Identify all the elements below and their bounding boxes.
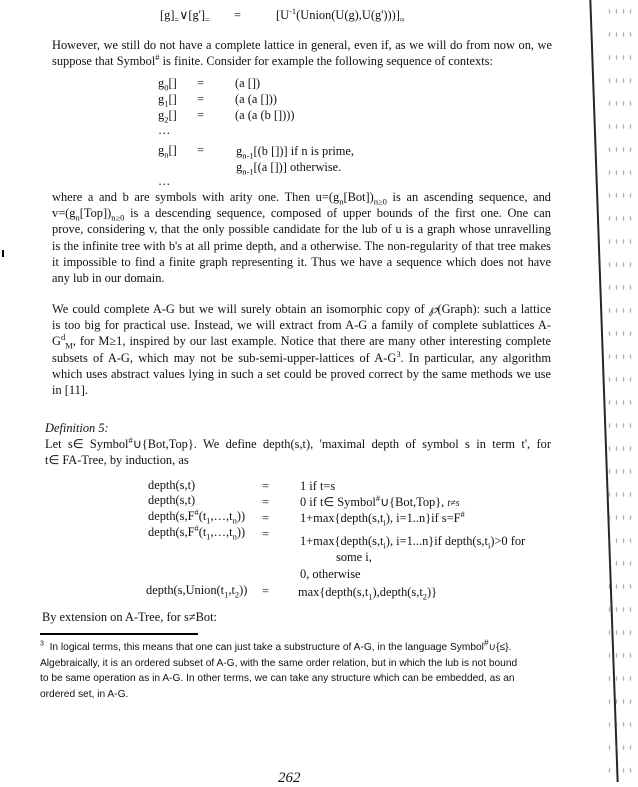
text-line: Algebraically, it is an ordered subset of A-G, with the same order relation, but in which the lub is not bound: [40, 657, 518, 669]
header-formula-eq: =: [234, 8, 241, 22]
page-number: 262: [278, 770, 301, 786]
seq-rhs: (a (a (b []))): [235, 108, 295, 122]
text-line: t∈ FA-Tree, by induction, as: [45, 453, 189, 468]
text-line: $^3$ In logical terms, this means that one can just take a substructure of A-G, in the language Symbol#∪{≤}.: [40, 637, 512, 653]
seq-ellipsis: …: [158, 123, 171, 137]
rule-lhs: $depth(s,F^{\#}(t_1,\dots,t_n))$: [148, 506, 246, 526]
seq-rhs: (a (a [])): [235, 92, 277, 106]
seq-eq: =: [197, 92, 204, 106]
scan-noise: [606, 0, 636, 782]
rule-lhs: $depth(s,Union(t_1,t_2))$: [146, 583, 248, 600]
seq-lhs: $g_0[]$: [158, 76, 177, 93]
seq-case-prime: $g_{n-1}[(b$ [])] if n is prime,: [236, 144, 355, 161]
definition-title: Definition 5:: [45, 421, 109, 435]
rule-lhs: $depth(s,F^{\#}(t_1,\dots,t_n))$: [148, 522, 246, 542]
intro-paragraph: [52, 37, 552, 69]
text-line: is the infinite tree with b's at all prime depth, and a otherwise. The non-regularity of that tree makes: [52, 238, 551, 253]
rule-lhs: depth(s,t): [148, 478, 196, 492]
text-line: However, we still do not have a complete lattice in general, even if, as we will do from now on, we: [52, 38, 552, 52]
seq-rhs: (a []): [235, 76, 261, 90]
text-line: prove, considering v, that the only possible candidate for the lub of u is a graph whose unravelling: [52, 222, 551, 237]
seq-eq: =: [197, 108, 204, 122]
text-line: Let s∈ Symbol#∪{Bot,Top}. We define depth(s,t), 'maximal depth of symbol s in term t', for: [45, 434, 551, 451]
footnote-rule: [40, 633, 198, 635]
rule-rhs: 0 if t∈ Symbol#∪{Bot,Top}, t≠s: [300, 492, 460, 509]
text-line: subsets of A-G, which may not be sub-semi-upper-lattices of $A-G^3$. In particular, any algorithm: [52, 348, 551, 365]
seq-ellipsis: …: [158, 174, 171, 188]
text-line: suppose that Symbol# is finite. Consider for example the following sequence of contexts:: [52, 52, 493, 69]
rule-rhs: $1+\max\{depth(s,t_i)$, i=1..n}if s=F#: [300, 508, 465, 528]
scan-mark: [2, 250, 4, 257]
header-formula-lhs: $[g]_=\vee[g']_=$: [160, 8, 210, 25]
rule-rhs: 1 if t=s: [300, 479, 336, 493]
paragraph-lub-argument: [52, 189, 551, 286]
header-formula-rhs: $[U^{-1}(Union(U(g),U(g')))]_\approx$: [276, 5, 405, 25]
seq-eq: =: [197, 76, 204, 90]
rule-rhs: $\max\{depth(s,t_1),depth(s,t_2)\}$: [298, 585, 438, 602]
rule-eq: =: [262, 495, 269, 509]
text-line: ordered set, in A-G.: [40, 688, 129, 700]
rule-eq: =: [262, 511, 269, 525]
definition-text: [45, 436, 551, 468]
footnote: [40, 637, 560, 702]
text-line: which uses abstract values lying in such a set could be proved correct by the same methods we use: [52, 366, 551, 381]
text-line: where a and b are symbols with arity one. Then $u=(g_n[Bot])_{n\ge 0}$ is an ascending sequence, and: [52, 190, 552, 207]
text-line: it impossible to find a finite graph representing it. Thus we have a sequence which does not have: [52, 254, 551, 269]
seq-case-otherwise: $g_{n-1}[(a$ [])] otherwise.: [236, 160, 342, 177]
rule-lhs: depth(s,t): [148, 493, 196, 507]
rule-rhs-otherwise: 0, otherwise: [300, 567, 361, 581]
rule-rhs-continuation: some i,: [336, 550, 372, 564]
rule-eq: =: [262, 527, 269, 541]
rule-eq: =: [262, 584, 269, 598]
extension-line: By extension on A-Tree, for s≠Bot:: [42, 610, 217, 624]
seq-lhs: $g_2[]$: [158, 108, 177, 125]
rule-rhs: $1+\max\{depth(s,t_i)$, i=1...n}if $depth(s,t_i)>0$ for: [300, 534, 526, 551]
paragraph-sublattices: [52, 301, 551, 398]
rule-eq: =: [262, 479, 269, 493]
seq-eq: =: [197, 143, 204, 157]
seq-lhs: $g_1[]$: [158, 92, 177, 109]
text-line: is too big for practical use. Instead, we will extract from A-G a family of complete sublattices A-: [52, 318, 551, 333]
text-line: We could complete A-G but we will surely obtain an isomorphic copy of ℘(Graph): such a lattice: [52, 302, 551, 316]
text-line: in [11].: [52, 383, 89, 398]
text-line: $G^d_M$, for M≥1, inspired by our last example. Notice that there are many other interesting complete: [52, 332, 551, 351]
text-line: to be same operation as in A-G. In other terms, we can take any structure which can be embedded, as an: [40, 673, 515, 684]
seq-lhs: $g_n[]$: [158, 143, 177, 160]
text-line: any lub in our domain.: [52, 271, 165, 286]
text-line: $v=(g_n[Top])_{n\ge 0}$ is a descending sequence, composed of upper bounds of the first one. One can: [52, 206, 551, 223]
